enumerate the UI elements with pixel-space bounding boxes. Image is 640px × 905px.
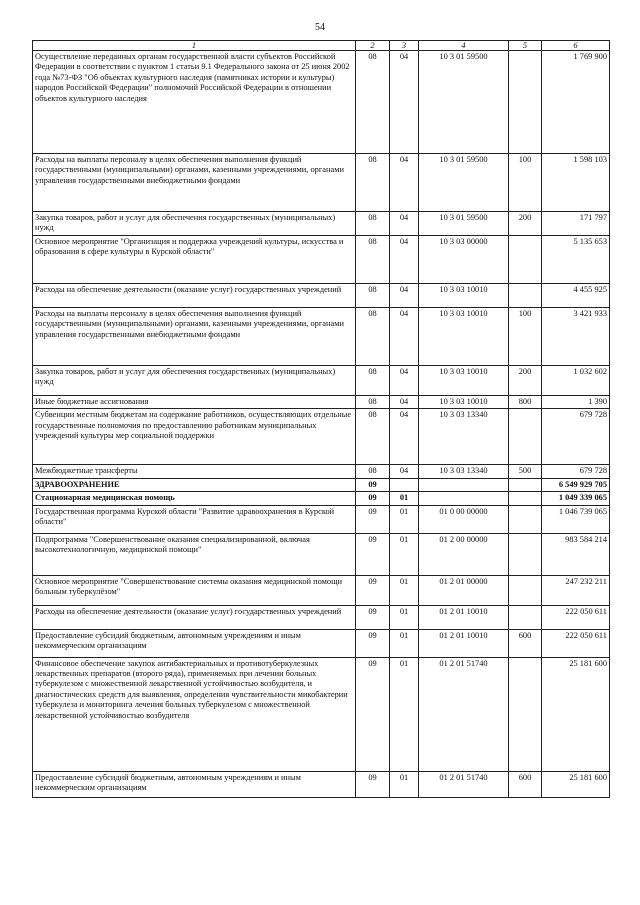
amount: 6 549 929 705 [542, 478, 610, 491]
subsection-code: 04 [390, 308, 419, 366]
section-code: 08 [356, 409, 390, 465]
target-article-code: 01 2 01 51740 [419, 657, 509, 771]
expense-type-code: 600 [509, 629, 542, 657]
section-code: 09 [356, 771, 390, 797]
expense-type-code: 100 [509, 308, 542, 366]
table-row [33, 533, 610, 575]
table-row [33, 51, 610, 154]
section-code: 08 [356, 366, 390, 396]
table-row [33, 575, 610, 605]
column-header: 5 [509, 41, 542, 51]
expense-type-code: 200 [509, 212, 542, 236]
table-row [33, 236, 610, 284]
target-article-code: 01 0 00 00000 [419, 505, 509, 533]
row-name: Расходы на выплаты персоналу в целях обеспечения выполнения функций государственными (муниципальными) органами, казенными учреждениями, органами управления государственными внебюджетными фондами [33, 308, 356, 366]
subsection-code: 01 [390, 771, 419, 797]
amount: 983 584 214 [542, 533, 610, 575]
target-article-code: 01 2 01 10010 [419, 629, 509, 657]
section-code: 08 [356, 396, 390, 409]
subsection-code: 04 [390, 212, 419, 236]
subsection-code: 04 [390, 465, 419, 478]
subsection-code: 04 [390, 154, 419, 212]
section-code: 09 [356, 575, 390, 605]
target-article-code: 10 3 03 10010 [419, 366, 509, 396]
table-row [33, 308, 610, 366]
amount: 1 049 339 065 [542, 492, 610, 505]
amount: 1 390 [542, 396, 610, 409]
amount: 222 050 611 [542, 605, 610, 629]
table-row [33, 366, 610, 396]
row-name: Межбюджетные трансферты [33, 465, 356, 478]
section-code: 08 [356, 465, 390, 478]
section-code: 08 [356, 308, 390, 366]
amount: 1 769 900 [542, 51, 610, 154]
table-row [33, 396, 610, 409]
target-article-code: 10 3 03 13340 [419, 465, 509, 478]
table-row [33, 465, 610, 478]
table-row [33, 212, 610, 236]
section-code: 08 [356, 51, 390, 154]
row-name: ЗДРАВООХРАНЕНИЕ [33, 478, 356, 491]
row-name: Предоставление субсидий бюджетным, автономным учреждениям и иным некоммерческим организациям [33, 629, 356, 657]
row-name: Осуществление переданных органам государственной власти субъектов Российской Федерации в соответствии с пунктом 1 статьи 9.1 Федерального закона от 25 июня 2002 года №73-ФЗ "Об объектах культурного наследия (памятниках истории и культуры) народов Российской Федерации" полномочий Российской Федерации в отношении объектов культурного наследия [33, 51, 356, 154]
table-row [33, 154, 610, 212]
subsection-code: 04 [390, 396, 419, 409]
amount: 5 135 653 [542, 236, 610, 284]
target-article-code: 10 3 01 59500 [419, 154, 509, 212]
row-name: Основное мероприятие "Организация и поддержка учреждений культуры, искусства и образования в сфере культуры в Курской области" [33, 236, 356, 284]
row-name: Государственная программа Курской области "Развитие здравоохранения в Курской области" [33, 505, 356, 533]
amount: 171 797 [542, 212, 610, 236]
target-article-code: 10 3 01 59500 [419, 51, 509, 154]
subsection-code: 01 [390, 533, 419, 575]
row-name: Основное мероприятие "Совершенствование системы оказания медицинской помощи больным туберкулёзом" [33, 575, 356, 605]
column-header: 6 [542, 41, 610, 51]
table-row [33, 284, 610, 308]
section-code: 09 [356, 478, 390, 491]
subsection-code: 04 [390, 236, 419, 284]
table-row-section [33, 478, 610, 491]
table-row [33, 629, 610, 657]
subsection-code: 01 [390, 505, 419, 533]
expense-type-code [509, 533, 542, 575]
subsection-code: 04 [390, 51, 419, 154]
expense-type-code [509, 478, 542, 491]
expense-type-code [509, 657, 542, 771]
section-code: 09 [356, 505, 390, 533]
section-code: 08 [356, 236, 390, 284]
amount: 1 032 602 [542, 366, 610, 396]
table-row [33, 657, 610, 771]
section-code: 08 [356, 154, 390, 212]
target-article-code: 10 3 01 59500 [419, 212, 509, 236]
table-row [33, 409, 610, 465]
expense-type-code [509, 605, 542, 629]
page-number: 54 [315, 22, 325, 33]
target-article-code: 01 2 01 10010 [419, 605, 509, 629]
row-name: Расходы на выплаты персоналу в целях обеспечения выполнения функций государственными (муниципальными) органами, казенными учреждениями, органами управления государственными внебюджетными фондами [33, 154, 356, 212]
expense-type-code: 100 [509, 154, 542, 212]
target-article-code: 01 2 00 00000 [419, 533, 509, 575]
expense-type-code [509, 492, 542, 505]
expense-type-code [509, 284, 542, 308]
column-header: 4 [419, 41, 509, 51]
expense-type-code: 800 [509, 396, 542, 409]
table-row-subsection [33, 492, 610, 505]
amount: 679 728 [542, 409, 610, 465]
amount: 4 455 925 [542, 284, 610, 308]
amount: 247 232 211 [542, 575, 610, 605]
amount: 1 598 103 [542, 154, 610, 212]
column-header: 1 [33, 41, 356, 51]
row-name: Стационарная медицинская помощь [33, 492, 356, 505]
expense-type-code: 500 [509, 465, 542, 478]
target-article-code: 10 3 03 10010 [419, 284, 509, 308]
column-header: 3 [390, 41, 419, 51]
section-code: 08 [356, 284, 390, 308]
target-article-code [419, 492, 509, 505]
expense-type-code [509, 236, 542, 284]
table-row [33, 771, 610, 797]
amount: 25 181 600 [542, 771, 610, 797]
section-code: 09 [356, 605, 390, 629]
expense-type-code [509, 51, 542, 154]
subsection-code: 01 [390, 629, 419, 657]
subsection-code: 01 [390, 492, 419, 505]
section-code: 09 [356, 657, 390, 771]
row-name: Субвенции местным бюджетам на содержание работников, осуществляющих отдельные государственные полномочия по предоставлению работникам муниципальных учреждений культуры мер социальной поддержки [33, 409, 356, 465]
amount: 222 050 611 [542, 629, 610, 657]
expense-type-code: 200 [509, 366, 542, 396]
subsection-code: 01 [390, 657, 419, 771]
row-name: Иные бюджетные ассигнования [33, 396, 356, 409]
subsection-code: 01 [390, 605, 419, 629]
section-code: 09 [356, 629, 390, 657]
amount: 679 728 [542, 465, 610, 478]
amount: 1 046 739 065 [542, 505, 610, 533]
amount: 25 181 600 [542, 657, 610, 771]
row-name: Финансовое обеспечение закупок антибактериальных и противотуберкулезных лекарственных препаратов (второго ряда), применяемых при лечении больных туберкулезом с множественной лекарственной устойчивостью возбудителя, и диагностических средств для выявления, определения чувствительности микобактерии туберкулеза и мониторинга лечения больных туберкулезом с множественной лекарственной устойчивостью возбудителя [33, 657, 356, 771]
target-article-code: 01 2 01 51740 [419, 771, 509, 797]
budget-table [32, 40, 610, 798]
section-code: 09 [356, 492, 390, 505]
expense-type-code: 600 [509, 771, 542, 797]
target-article-code: 10 3 03 00000 [419, 236, 509, 284]
target-article-code: 10 3 03 10010 [419, 396, 509, 409]
row-name: Расходы на обеспечение деятельности (оказание услуг) государственных учреждений [33, 284, 356, 308]
row-name: Расходы на обеспечение деятельности (оказание услуг) государственных учреждений [33, 605, 356, 629]
row-name: Подпрограмма "Совершенствование оказания специализированной, включая высокотехнологичную, медицинской помощи" [33, 533, 356, 575]
table-row [33, 505, 610, 533]
amount: 3 421 933 [542, 308, 610, 366]
table-row [33, 605, 610, 629]
row-name: Закупка товаров, работ и услуг для обеспечения государственных (муниципальных) нужд [33, 366, 356, 396]
subsection-code: 04 [390, 284, 419, 308]
target-article-code [419, 478, 509, 491]
row-name: Предоставление субсидий бюджетным, автономным учреждениям и иным некоммерческим организациям [33, 771, 356, 797]
subsection-code: 01 [390, 575, 419, 605]
target-article-code: 01 2 01 00000 [419, 575, 509, 605]
table-header-row [33, 41, 610, 51]
expense-type-code [509, 409, 542, 465]
subsection-code: 04 [390, 366, 419, 396]
section-code: 08 [356, 212, 390, 236]
section-code: 09 [356, 533, 390, 575]
target-article-code: 10 3 03 10010 [419, 308, 509, 366]
target-article-code: 10 3 03 13340 [419, 409, 509, 465]
expense-type-code [509, 575, 542, 605]
subsection-code [390, 478, 419, 491]
expense-type-code [509, 505, 542, 533]
column-header: 2 [356, 41, 390, 51]
subsection-code: 04 [390, 409, 419, 465]
row-name: Закупка товаров, работ и услуг для обеспечения государственных (муниципальных) нужд [33, 212, 356, 236]
